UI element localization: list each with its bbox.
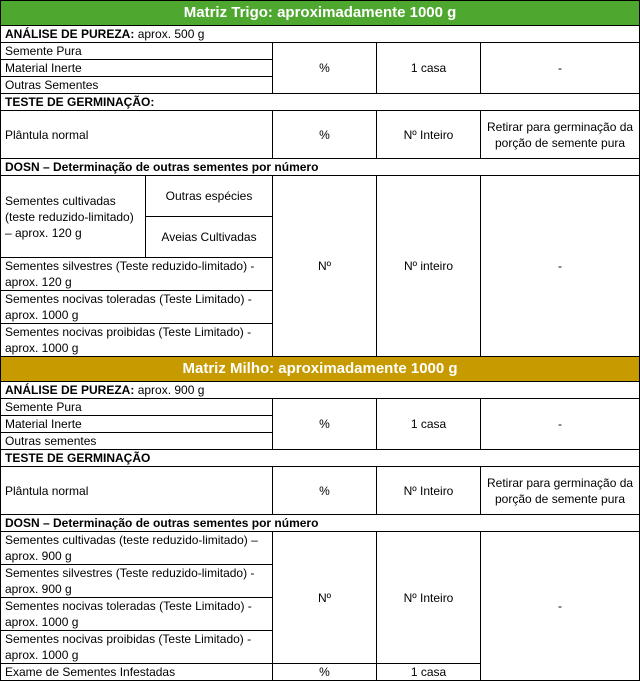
- milho-pureza-label: ANÁLISE DE PUREZA:: [5, 383, 135, 397]
- trigo-dosn-cultivadas: Sementes cultivadas (teste reduzido-limitado) – aprox. 120 g: [1, 176, 146, 258]
- milho-dosn-proibidas: Sementes nocivas proibidas (Teste Limitado) - aprox. 1000 g: [1, 631, 273, 664]
- trigo-outras-sementes: Outras Sementes: [1, 77, 273, 94]
- trigo-dosn-heading: [1, 159, 640, 176]
- milho-pureza-obs: -: [481, 399, 640, 450]
- trigo-dosn-obs: -: [481, 176, 640, 357]
- trigo-material-inerte: Material Inerte: [1, 60, 273, 77]
- trigo-pureza-precision: 1 casa: [377, 43, 481, 94]
- milho-infestadas-precision: 1 casa: [377, 664, 481, 681]
- milho-semente-pura: Semente Pura: [1, 399, 273, 416]
- trigo-dosn-aveias: Aveias Cultivadas: [146, 217, 273, 258]
- milho-dosn-toleradas: Sementes nocivas toleradas (Teste Limitado) - aprox. 1000 g: [1, 598, 273, 631]
- milho-pureza-unit: %: [273, 399, 377, 450]
- milho-dosn-label: DOSN – Determinação de outras sementes por número: [5, 516, 319, 530]
- trigo-germ-unit: %: [273, 111, 377, 159]
- milho-infestadas-unit: %: [273, 664, 377, 681]
- milho-material-inerte: Material Inerte: [1, 416, 273, 433]
- milho-germ-label: TESTE DE GERMINAÇÃO: [5, 451, 151, 465]
- milho-dosn-silvestres: Sementes silvestres (Teste reduzido-limitado) - aprox. 900 g: [1, 565, 273, 598]
- trigo-dosn-toleradas: Sementes nocivas toleradas (Teste Limitado) - aprox. 1000 g: [1, 291, 273, 324]
- trigo-pureza-heading: [1, 26, 640, 43]
- trigo-dosn-unit: Nº: [273, 176, 377, 357]
- milho-germ-unit: %: [273, 467, 377, 515]
- trigo-plantula-normal: Plântula normal: [1, 111, 273, 159]
- trigo-dosn-outras-especies: Outras espécies: [146, 176, 273, 217]
- milho-germ-heading: [1, 450, 640, 467]
- milho-dosn-unit: Nº: [273, 532, 377, 664]
- milho-infestadas: Exame de Sementes Infestadas: [1, 664, 273, 681]
- trigo-pureza-unit: %: [273, 43, 377, 94]
- milho-pureza-amount: aprox. 900 g: [137, 383, 205, 397]
- milho-germ-precision: Nº Inteiro: [377, 467, 481, 515]
- milho-header: Matriz Milho: aproximadamente 1000 g: [1, 357, 640, 382]
- trigo-germ-heading: [1, 94, 640, 111]
- trigo-pureza-label: ANÁLISE DE PUREZA:: [5, 27, 135, 41]
- milho-dosn-obs: -: [481, 532, 640, 681]
- trigo-germ-obs: Retirar para germinação da porção de semente pura: [481, 111, 640, 159]
- trigo-pureza-amount: aprox. 500 g: [137, 27, 205, 41]
- milho-pureza-heading: [1, 382, 640, 399]
- milho-germ-obs: Retirar para germinação da porção de semente pura: [481, 467, 640, 515]
- trigo-header: Matriz Trigo: aproximadamente 1000 g: [1, 1, 640, 26]
- trigo-dosn-precision: Nº inteiro: [377, 176, 481, 357]
- trigo-germ-precision: Nº Inteiro: [377, 111, 481, 159]
- milho-dosn-precision: Nº Inteiro: [377, 532, 481, 664]
- milho-dosn-cultivadas: Sementes cultivadas (teste reduzido-limitado) – aprox. 900 g: [1, 532, 273, 565]
- trigo-pureza-obs: -: [481, 43, 640, 94]
- trigo-dosn-label: DOSN – Determinação de outras sementes por número: [5, 160, 319, 174]
- milho-plantula-normal: Plântula normal: [1, 467, 273, 515]
- milho-outras-sementes: Outras sementes: [1, 433, 273, 450]
- trigo-germ-label: TESTE DE GERMINAÇÃO:: [5, 95, 155, 109]
- trigo-dosn-silvestres: Sementes silvestres (Teste reduzido-limitado) - aprox. 120 g: [1, 258, 273, 291]
- milho-dosn-heading: [1, 515, 640, 532]
- trigo-dosn-proibidas: Sementes nocivas proibidas (Teste Limitado) - aprox. 1000 g: [1, 324, 273, 357]
- milho-pureza-precision: 1 casa: [377, 399, 481, 450]
- trigo-semente-pura: Semente Pura: [1, 43, 273, 60]
